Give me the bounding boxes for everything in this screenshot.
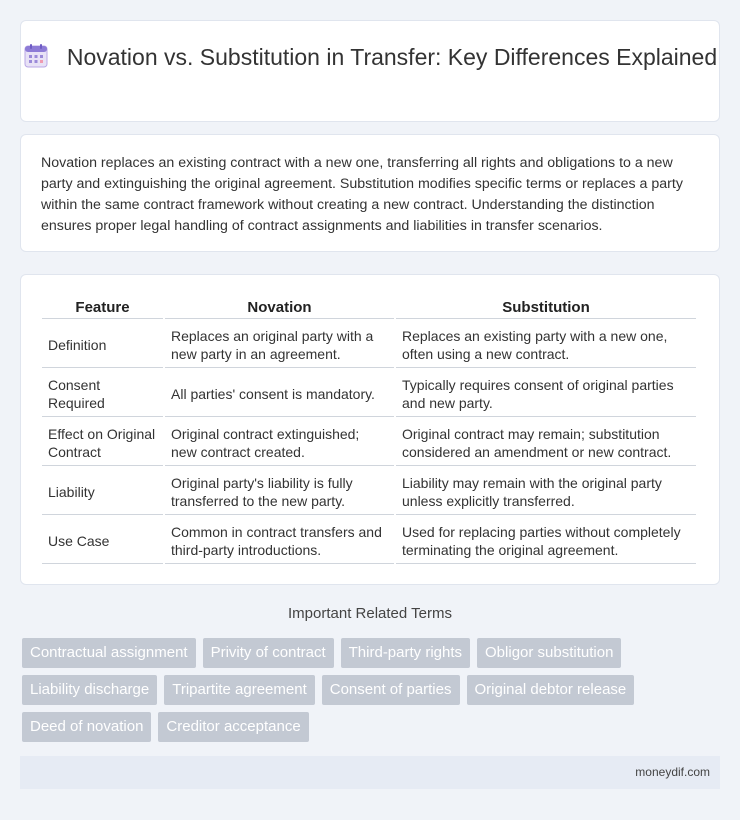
table-cell: Typically requires consent of original parties and new party.	[396, 370, 696, 417]
table-cell: Used for replacing parties without completely terminating the original agreement.	[396, 517, 696, 564]
table-cell: Liability may remain with the original party unless explicitly transferred.	[396, 468, 696, 515]
tag-original-debtor-release[interactable]: Original debtor release	[467, 675, 635, 705]
table-cell: Original contract extinguished; new contract created.	[165, 419, 394, 466]
calendar-icon	[23, 43, 49, 69]
page-title: Novation vs. Substitution in Transfer: Key Differences Explained	[66, 44, 718, 70]
table-row	[42, 517, 696, 564]
tag-obligor-substitution[interactable]: Obligor substitution	[477, 638, 621, 668]
tag-privity-of-contract[interactable]: Privity of contract	[203, 638, 334, 668]
table-cell: Liability	[42, 468, 163, 515]
header-novation: Novation	[165, 295, 394, 319]
table-cell: Use Case	[42, 517, 163, 564]
footer	[20, 756, 720, 789]
tag-third-party-rights[interactable]: Third-party rights	[341, 638, 470, 668]
header-substitution: Substitution	[396, 295, 696, 319]
title-card	[20, 20, 720, 122]
tag-contractual-assignment[interactable]: Contractual assignment	[22, 638, 196, 668]
header-feature: Feature	[42, 295, 163, 319]
table-cell: Effect on Original Contract	[42, 419, 163, 466]
table-cell: Replaces an original party with a new party in an agreement.	[165, 321, 394, 368]
table-cell: Original party's liability is fully transferred to the new party.	[165, 468, 394, 515]
comparison-card	[20, 274, 720, 585]
table-row	[42, 419, 696, 466]
intro-text: Novation replaces an existing contract with a new one, transferring all rights and obligations to a new party and extinguishing the original agreement. Substitution modifies specific terms or replaces a party within the same contract framework without creating a new contract. Understanding the distinction ensures proper legal handling of contract assignments and liabilities in transfer scenarios.	[41, 155, 683, 234]
table-cell: Common in contract transfers and third-party introductions.	[165, 517, 394, 564]
table-cell: Original contract may remain; substitution considered an amendment or new contract.	[396, 419, 696, 466]
tag-creditor-acceptance[interactable]: Creditor acceptance	[158, 712, 308, 742]
title-wrap	[21, 43, 719, 72]
table-row	[42, 468, 696, 515]
footer-site-link[interactable]: moneydif.com	[635, 765, 710, 779]
table-cell: Consent Required	[42, 370, 163, 417]
comparison-table	[40, 293, 698, 566]
related-terms-list	[22, 638, 702, 749]
table-cell: Definition	[42, 321, 163, 368]
tag-tripartite-agreement[interactable]: Tripartite agreement	[164, 675, 315, 705]
tag-deed-of-novation[interactable]: Deed of novation	[22, 712, 151, 742]
table-cell: Replaces an existing party with a new one, often using a new contract.	[396, 321, 696, 368]
table-header-row	[42, 295, 696, 319]
related-terms-title: Important Related Terms	[288, 605, 452, 622]
intro-card	[20, 134, 720, 252]
table-row	[42, 321, 696, 368]
tag-liability-discharge[interactable]: Liability discharge	[22, 675, 157, 705]
table-cell: All parties' consent is mandatory.	[165, 370, 394, 417]
tag-consent-of-parties[interactable]: Consent of parties	[322, 675, 460, 705]
table-row	[42, 370, 696, 417]
